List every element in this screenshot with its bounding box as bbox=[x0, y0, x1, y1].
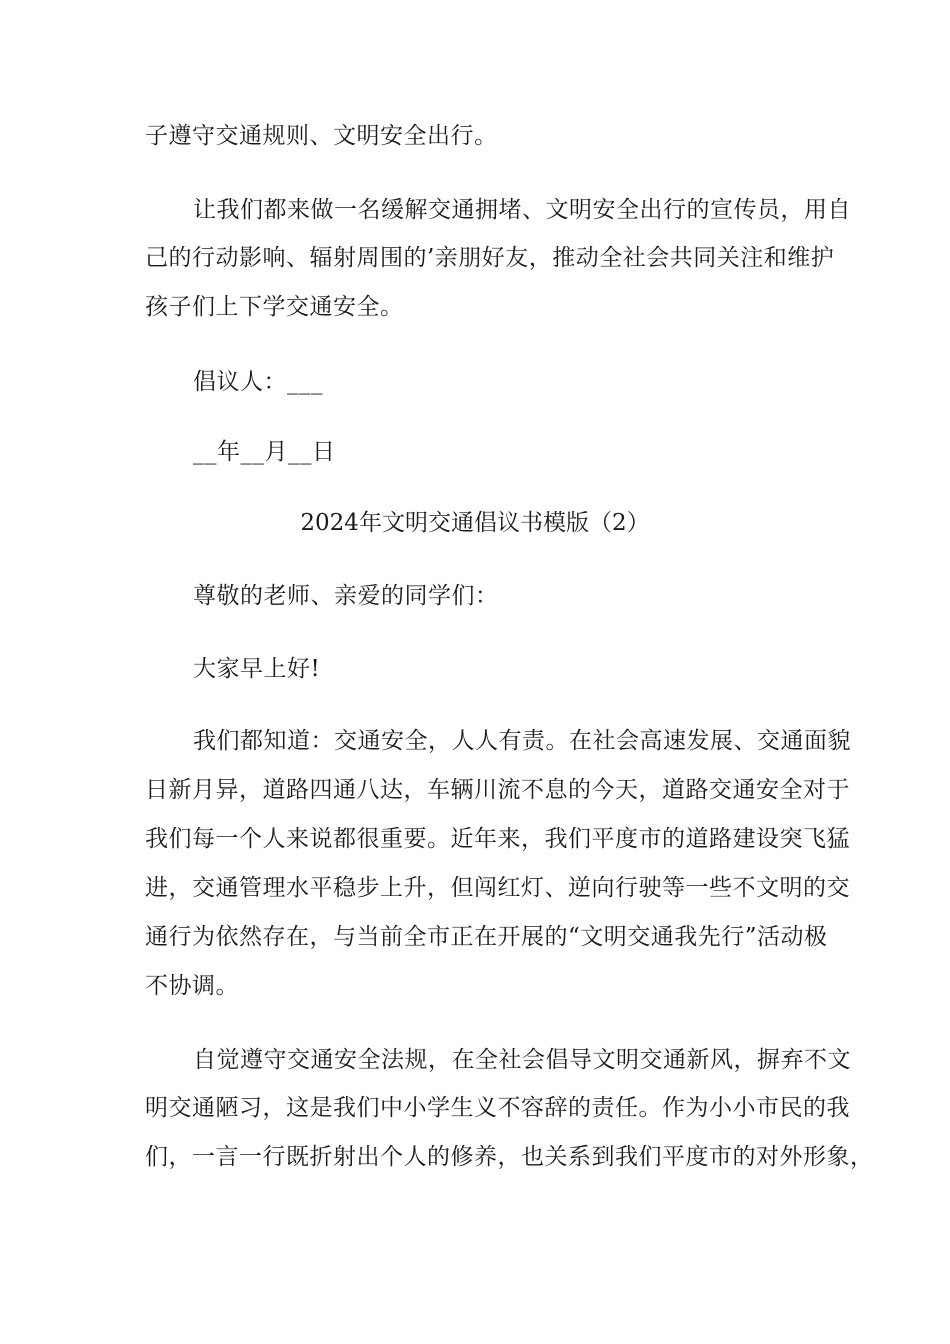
paragraph-line: 通行为依然存在，与当前全市正在开展的“文明交通我先行”活动极 bbox=[145, 924, 828, 950]
paragraph-line: 自觉遵守交通安全法规，在全社会倡导文明交通新风，摒弃不文 bbox=[193, 1047, 851, 1073]
paragraph-line: 日新月异，道路四通八达，车辆川流不息的今天，道路交通安全对于 bbox=[145, 777, 850, 803]
paragraph-line: 们，一言一行既折射出个人的修养，也关系到我们平度市的对外形象， bbox=[145, 1144, 874, 1170]
paragraph-line: 明交通陋习，这是我们中小学生义不容辞的责任。作为小小市民的我 bbox=[145, 1095, 850, 1121]
paragraph-line: 己的行动影响、辐射周围的’亲朋好友，推动全社会共同关注和维护 bbox=[145, 245, 835, 271]
salutation: 尊敬的老师、亲爱的同学们： bbox=[193, 583, 499, 609]
paragraph-fragment-line: 子遵守交通规则、文明安全出行。 bbox=[145, 123, 498, 149]
paragraph-line: 进，交通管理水平稳步上升，但闯红灯、逆向行驶等一些不文明的交 bbox=[145, 875, 850, 901]
paragraph-line: 孩子们上下学交通安全。 bbox=[145, 294, 404, 320]
paragraph-line: 我们每一个人来说都很重要。近年来，我们平度市的道路建设突飞猛 bbox=[145, 826, 850, 852]
paragraph-line: 让我们都来做一名缓解交通拥堵、文明安全出行的宣传员，用自 bbox=[193, 197, 851, 223]
greeting: 大家早上好! bbox=[193, 656, 321, 682]
paragraph-line: 我们都知道：交通安全，人人有责。在社会高速发展、交通面貌 bbox=[193, 728, 851, 754]
paragraph-line: 不协调。 bbox=[145, 973, 239, 999]
date-line: __年__月__日 bbox=[193, 439, 336, 465]
proposer-line: 倡议人：___ bbox=[193, 369, 323, 395]
section-title: 2024年文明交通倡议书模版（2） bbox=[300, 510, 650, 536]
